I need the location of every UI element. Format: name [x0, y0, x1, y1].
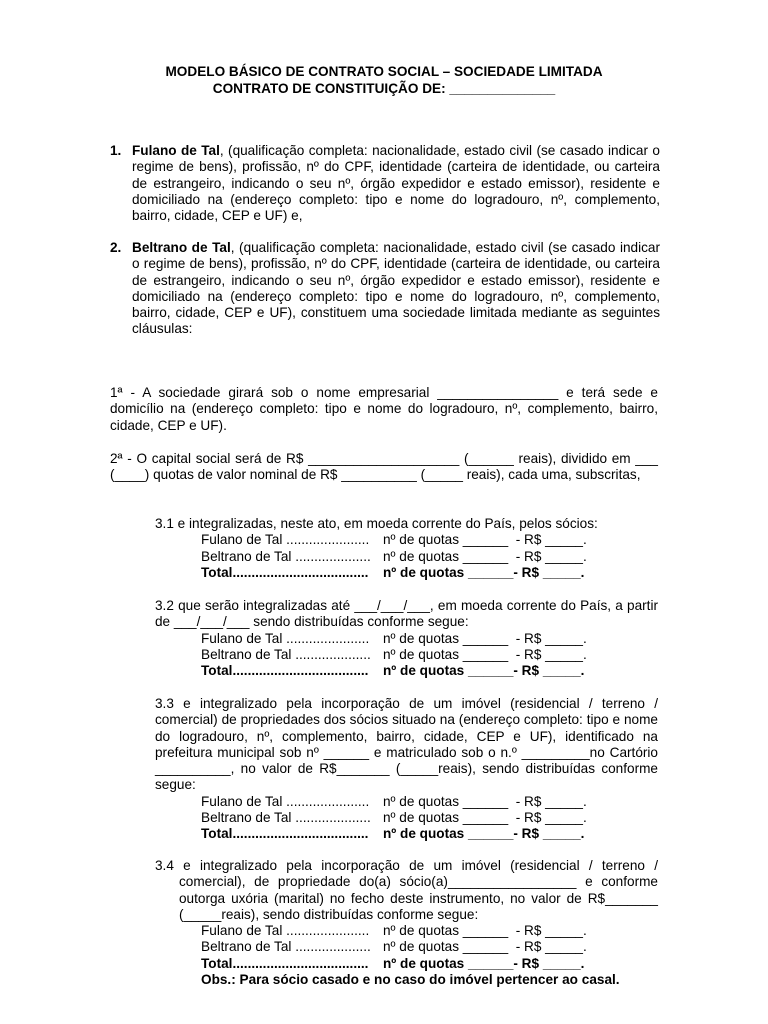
quota-table	[201, 532, 658, 581]
partner-name: Fulano de Tal ......................	[201, 923, 370, 939]
total-value: nº de quotas ______- R$ _____.	[383, 955, 585, 971]
party-1	[110, 143, 660, 224]
total-label: Total....................................	[201, 663, 369, 679]
quota-table	[201, 794, 658, 843]
subclause-text: 3.4 e integralizado pela incorporação de um imóvel (residencial / terreno / comercial), de propriedade do(a) sócio(a)_________________ e conforme outorga uxória (marital) no fecho deste instrumento, no valor de R$_______ (_____reais), sendo distribuídas conforme segue:	[155, 858, 658, 922]
quota-row-beltrano	[201, 647, 658, 663]
party-name: Beltrano de Tal	[132, 240, 231, 255]
total-label: Total....................................	[201, 564, 369, 580]
quota-value: nº de quotas ______ - R$ _____.	[383, 646, 587, 662]
quota-row-fulano	[201, 923, 658, 939]
total-value: nº de quotas ______- R$ _____.	[383, 564, 585, 580]
total-value: nº de quotas ______- R$ _____.	[383, 826, 585, 842]
quota-value: nº de quotas ______ - R$ _____.	[383, 793, 587, 809]
partner-name: Beltrano de Tal ....................	[201, 548, 371, 564]
document-subtitle: CONTRATO DE CONSTITUIÇÃO DE: ______________	[212, 81, 556, 96]
quota-row-total	[201, 663, 658, 679]
party-qualification: , (qualificação completa: nacionalidade, estado civil (se casado indicar o regime de bens), profissão, nº do CPF, identidade (carteira de identidade, ou carteira de estrangeiro, indicando o seu nº, órgão expedidor e estado emissor), residente e domiciliado na (endereço completo: tipo e nome do logradouro, nº, complemento, bairro, cidade, CEP e UF), constituem uma sociedade limitada mediante as seguintes cláusulas:	[132, 240, 660, 337]
subclause-3-2	[155, 598, 658, 679]
quota-row-fulano	[201, 532, 658, 548]
quota-row-fulano	[201, 794, 658, 810]
partner-name: Fulano de Tal ......................	[201, 630, 370, 646]
partner-name: Beltrano de Tal ....................	[201, 939, 371, 955]
quota-value: nº de quotas ______ - R$ _____.	[383, 630, 587, 646]
total-value: nº de quotas ______- R$ _____.	[383, 663, 585, 679]
subclause-3-4	[155, 858, 658, 988]
quota-row-total	[201, 565, 658, 581]
quota-value: nº de quotas ______ - R$ _____.	[383, 810, 587, 826]
quota-row-fulano	[201, 631, 658, 647]
total-label: Total....................................	[201, 955, 369, 971]
partner-name: Fulano de Tal ......................	[201, 532, 370, 548]
partner-name: Fulano de Tal ......................	[201, 793, 370, 809]
document-title: MODELO BÁSICO DE CONTRATO SOCIAL – SOCIEDADE LIMITADA	[165, 64, 603, 79]
partner-name: Beltrano de Tal ....................	[201, 810, 371, 826]
quota-value: nº de quotas ______ - R$ _____.	[383, 939, 587, 955]
quota-value: nº de quotas ______ - R$ _____.	[383, 548, 587, 564]
subclause-text: 3.1 e integralizadas, neste ato, em moeda corrente do País, pelos sócios:	[155, 516, 598, 531]
subclause-text: 3.3 e integralizado pela incorporação de um imóvel (residencial / terreno / comercial) de propriedades dos sócios situado na (endereço completo: tipo e nome do logradouro, nº, complemento, bairro, cidade, CEP e UF), identificado na prefeitura municipal sob nº ______ e matriculado sob o n.º _________no Cartório __________, no valor de R$_______ (_____reais), sendo distribuídas conforme segue:	[155, 696, 658, 793]
quota-row-beltrano	[201, 549, 658, 565]
subclause-3-3	[155, 696, 658, 843]
quota-row-total	[201, 826, 658, 842]
party-name: Fulano de Tal	[132, 143, 220, 158]
partner-name: Beltrano de Tal ....................	[201, 646, 371, 662]
party-number: 1.	[110, 143, 122, 158]
party-number: 2.	[110, 240, 122, 255]
clause-1: 1ª - A sociedade girará sob o nome empresarial ________________ e terá sede e domicílio na (endereço completo: tipo e nome do logradouro, nº, complemento, bairro, cidade, CEP e UF).	[110, 385, 658, 433]
quota-table	[201, 631, 658, 680]
subclause-text: 3.2 que serão integralizadas até ___/___/___, em moeda corrente do País, a partir de ___/___/___ sendo distribuídas conforme segue:	[155, 598, 658, 630]
quota-row-beltrano	[201, 939, 658, 955]
observation-note: Obs.: Para sócio casado e no caso do imóvel pertencer ao casal.	[201, 972, 620, 988]
party-2	[110, 240, 660, 338]
quota-row-total	[201, 956, 658, 972]
quota-value: nº de quotas ______ - R$ _____.	[383, 923, 587, 939]
total-label: Total....................................	[201, 826, 369, 842]
clause-2: 2ª - O capital social será de R$ ____________________ (______ reais), dividido em ___ (____) quotas de valor nominal de R$ __________ (_____ reais), cada uma, subscritas,	[110, 451, 658, 483]
quota-row-beltrano	[201, 810, 658, 826]
party-qualification: , (qualificação completa: nacionalidade, estado civil (se casado indicar o regime de bens), profissão, nº do CPF, identidade (carteira de identidade, ou carteira de estrangeiro, indicando o seu nº, órgão expedidor e estado emissor), residente e domiciliado na (endereço completo: tipo e nome do logradouro, nº, complemento, bairro, cidade, CEP e UF) e,	[132, 143, 660, 224]
quota-table	[201, 923, 658, 988]
subclause-3-1	[155, 516, 658, 581]
quota-value: nº de quotas ______ - R$ _____.	[383, 532, 587, 548]
